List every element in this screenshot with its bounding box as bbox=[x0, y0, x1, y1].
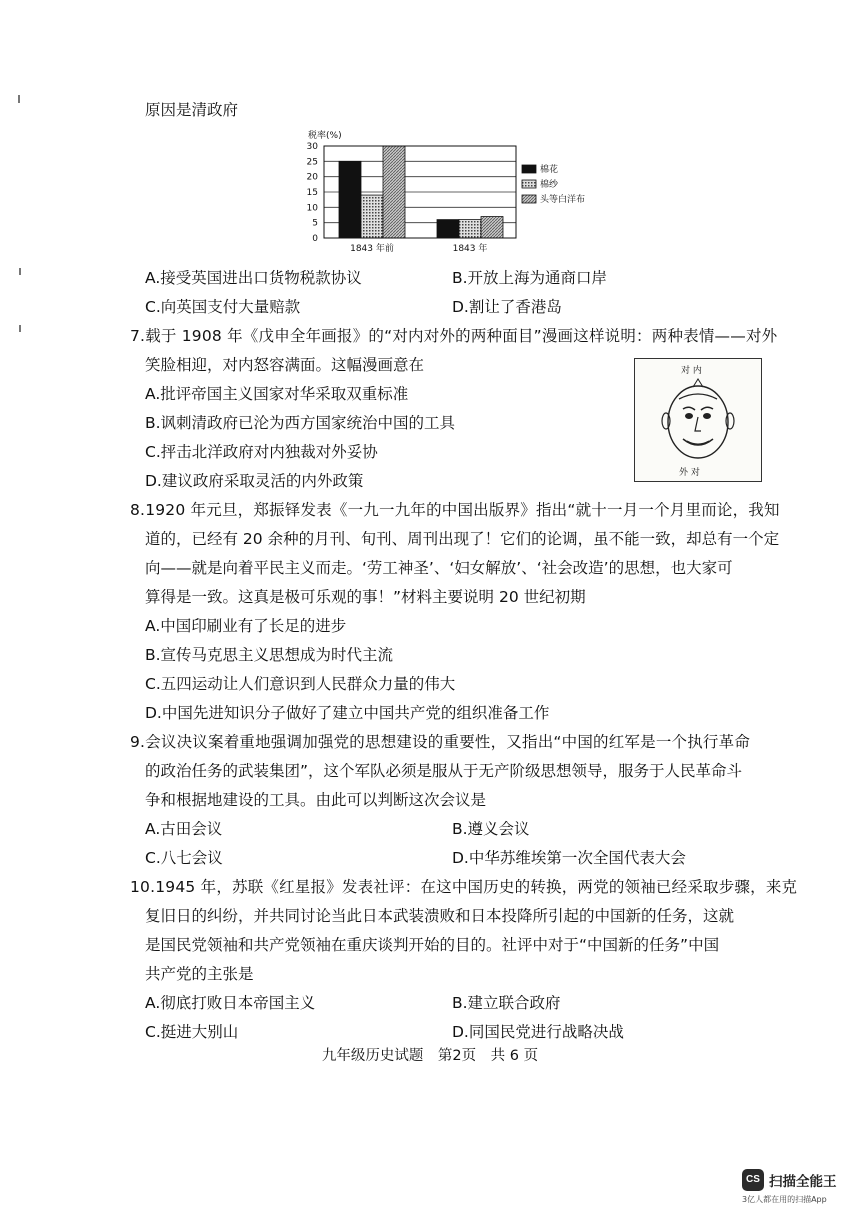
chart-bar-3-1 bbox=[383, 146, 405, 238]
face-drawing-icon bbox=[635, 359, 761, 481]
q7-option-a[interactable]: A.批评帝国主义国家对华采取双重标准 bbox=[145, 385, 409, 403]
cartoon-caption-bottom: 外 对 bbox=[679, 468, 700, 478]
q10-stem-line-3: 是国民党领袖和共产党领袖在重庆谈判开始的目的。社评中对于“中国新的任务”中国 bbox=[145, 936, 720, 954]
q10-option-c[interactable]: C.挺进大别山 bbox=[145, 1023, 239, 1041]
chart-y-tick-label: 25 bbox=[306, 157, 318, 168]
q8-stem-line-4: 算得是一致。这真是极可乐观的事！”材料主要说明 20 世纪初期 bbox=[145, 588, 586, 606]
q9-option-c[interactable]: C.八七会议 bbox=[145, 849, 223, 867]
chart-y-tick-label: 5 bbox=[312, 218, 318, 229]
scan-speck bbox=[18, 95, 20, 103]
q8-option-c[interactable]: C.五四运动让人们意识到人民群众力量的伟大 bbox=[145, 675, 456, 693]
q9-option-b[interactable]: B.遵义会议 bbox=[452, 820, 530, 838]
chart-legend-swatch bbox=[522, 195, 536, 203]
q7-option-d[interactable]: D.建议政府采取灵活的内外政策 bbox=[145, 472, 364, 490]
scanner-watermark bbox=[742, 1167, 852, 1207]
chart-y-tick-label: 15 bbox=[306, 188, 318, 198]
q6-stem-tail: 原因是清政府 bbox=[145, 101, 239, 119]
chart-y-axis-label: 税率(%) bbox=[308, 131, 342, 141]
chart-legend-swatch bbox=[522, 180, 536, 188]
chart-y-tick-label: 0 bbox=[312, 234, 318, 244]
q6-option-b[interactable]: B.开放上海为通商口岸 bbox=[452, 269, 608, 287]
tax-rate-bar-chart bbox=[300, 128, 600, 256]
chart-y-tick-label: 10 bbox=[306, 203, 318, 214]
chart-legend-label: 棉纱 bbox=[540, 180, 559, 190]
q7-option-b[interactable]: B.讽刺清政府已沦为西方国家统治中国的工具 bbox=[145, 414, 456, 432]
q8-stem-line-2: 道的，已经有 20 余种的月刊、旬刊、周刊出现了！它们的论调，虽不能一致，却总有一个定 bbox=[145, 530, 780, 548]
q10-stem-line-4: 共产党的主张是 bbox=[145, 965, 254, 983]
q6-option-c[interactable]: C.向英国支付大量赔款 bbox=[145, 298, 301, 316]
page-footer: 九年级历史试题 第2页 共 6 页 bbox=[321, 1048, 539, 1064]
q7-stem-line-1: 7.载于 1908 年《戊申全年画报》的“对内对外的两种面目”漫画这样说明：两种表情——对外 bbox=[130, 327, 778, 345]
q9-stem-line-2: 的政治任务的武装集团”，这个军队必须是服从于无产阶级思想领导，服务于人民革命斗 bbox=[145, 762, 743, 780]
chart-legend-swatch bbox=[522, 165, 536, 173]
q8-option-d[interactable]: D.中国先进知识分子做好了建立中国共产党的组织准备工作 bbox=[145, 704, 550, 722]
cartoon-caption-top: 对 内 bbox=[681, 366, 702, 376]
q8-option-b[interactable]: B.宣传马克思主义思想成为时代主流 bbox=[145, 646, 394, 664]
q10-option-d[interactable]: D.同国民党进行战略决战 bbox=[452, 1023, 624, 1041]
q9-option-d[interactable]: D.中华苏维埃第一次全国代表大会 bbox=[452, 849, 686, 867]
q9-stem-line-1: 9.会议决议案着重地强调加强党的思想建设的重要性，又指出“中国的红军是一个执行革命 bbox=[130, 733, 751, 751]
two-faces-cartoon bbox=[634, 358, 762, 482]
q8-stem-line-1: 8.1920 年元旦，郑振铎发表《一九一九年的中国出版界》指出“就十一月一个月里而论，我知 bbox=[130, 501, 780, 519]
q10-stem-line-1: 10.1945 年，苏联《红星报》发表社评：在这中国历史的转换，两党的领袖已经采取步骤，来克 bbox=[130, 878, 798, 896]
watermark-app-name: 扫描全能王 bbox=[769, 1174, 837, 1190]
q9-stem-line-3: 争和根据地建设的工具。由此可以判断这次会议是 bbox=[145, 791, 487, 809]
q10-option-a[interactable]: A.彻底打败日本帝国主义 bbox=[145, 994, 316, 1012]
chart-bar-3-2 bbox=[481, 217, 503, 238]
q7-option-c[interactable]: C.抨击北洋政府对内独裁对外妥协 bbox=[145, 443, 378, 461]
chart-y-tick-label: 20 bbox=[306, 172, 318, 183]
chart-bar-1-1 bbox=[339, 161, 361, 238]
q6-option-a[interactable]: A.接受英国进出口货物税款协议 bbox=[145, 269, 362, 287]
chart-bar-1-2 bbox=[437, 220, 459, 238]
chart-bar-2-1 bbox=[361, 195, 383, 238]
chart-bar-2-2 bbox=[459, 220, 481, 238]
chart-x-tick-label: 1843 年 bbox=[452, 244, 488, 254]
q8-option-a[interactable]: A.中国印刷业有了长足的进步 bbox=[145, 617, 347, 635]
chart-y-tick-label: 30 bbox=[306, 142, 318, 152]
camscanner-logo-icon: CS bbox=[742, 1169, 764, 1191]
chart-legend-label: 棉花 bbox=[540, 165, 559, 175]
chart-legend-label: 头等白洋布 bbox=[540, 195, 586, 205]
q8-stem-line-3: 向——就是向着平民主义而走。‘劳工神圣’、‘妇女解放’、‘社会改造’的思想，也大家可 bbox=[145, 559, 733, 577]
q7-stem-line-2: 笑脸相迎，对内怒容满面。这幅漫画意在 bbox=[145, 356, 425, 374]
watermark-tagline: 3亿人都在用的扫描App bbox=[742, 1195, 827, 1204]
q10-stem-line-2: 复旧日的纠纷，并共同讨论当此日本武装溃败和日本投降所引起的中国新的任务，这就 bbox=[145, 907, 735, 925]
chart-x-tick-label: 1843 年前 bbox=[350, 244, 394, 254]
scan-speck bbox=[19, 268, 21, 275]
q9-option-a[interactable]: A.古田会议 bbox=[145, 820, 223, 838]
scan-speck bbox=[19, 325, 21, 332]
q6-option-d[interactable]: D.割让了香港岛 bbox=[452, 298, 562, 316]
q10-option-b[interactable]: B.建立联合政府 bbox=[452, 994, 561, 1012]
